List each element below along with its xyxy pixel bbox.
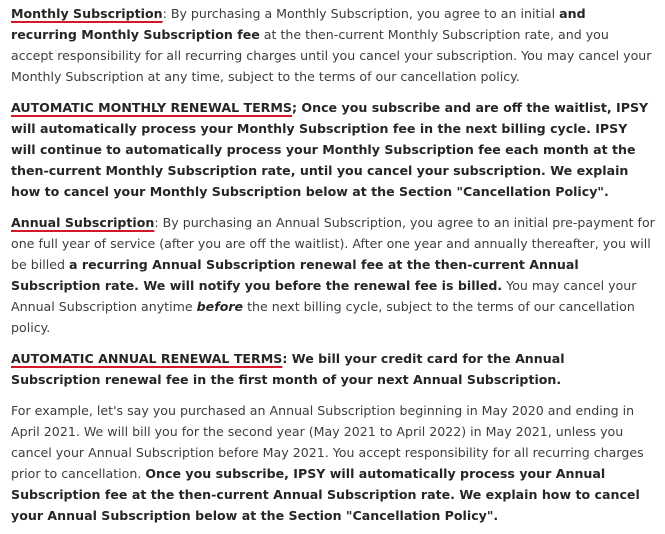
annual-subscription-paragraph — [11, 212, 655, 338]
automatic-monthly-renewal-heading: AUTOMATIC MONTHLY RENEWAL TERMS — [11, 100, 292, 115]
paragraph-text: at the then-current Monthly Subscription rate, and you accept responsibility for all recurring charges until you cancel your subscription. You may cancel your Monthly Subscription at any time, subject to the terms of our cancellation policy. — [11, 27, 652, 84]
monthly-subscription-heading: Monthly Subscription — [11, 6, 163, 21]
paragraph-text: You may cancel your Annual Subscription anytime — [11, 278, 637, 314]
paragraph-text: the next billing cycle, subject to the terms of our cancellation policy. — [11, 299, 635, 335]
emphasized-text: Once you subscribe and are off the waitlist, IPSY will automatically process your Monthly Subscription fee in the next billing cycle. IPSY will continue to automatically process your Monthly Subscription fee each month at the then-current Monthly Subscription rate, until you cancel your subscription. We explain how to cancel your Monthly Subscription below at the Section "Cancellation Policy". — [11, 100, 649, 199]
italic-emphasis: before — [196, 299, 244, 314]
automatic-monthly-renewal-paragraph — [11, 97, 655, 202]
heading-punctuation: : — [154, 215, 159, 230]
heading-punctuation: ; — [291, 100, 298, 115]
automatic-annual-renewal-paragraph — [11, 348, 655, 390]
emphasized-text: Once you subscribe, IPSY will automatically process your Annual Subscription fee at the then-current Annual Subscription rate. We explain how to cancel your Annual Subscription below at the Section "Cancellation Policy". — [11, 466, 640, 523]
heading-punctuation: : — [162, 6, 167, 21]
monthly-subscription-paragraph — [11, 3, 655, 87]
emphasized-text: a recurring Annual Subscription renewal fee at the then-current Annual Subscription rate. We will notify you before the renewal fee is billed. — [11, 257, 579, 293]
paragraph-text: For example, let's say you purchased an Annual Subscription beginning in May 2020 and ending in April 2021. We will bill you for the second year (May 2021 to April 2022) in May 2021, unless you cancel your Annual Subscription before May 2021. You accept responsibility for all recurring charges prior to cancellation. — [11, 403, 644, 481]
paragraph-text: By purchasing an Annual Subscription, you agree to an initial pre-payment for one full year of service (after you are off the waitlist). After one year and annually thereafter, you will be billed — [11, 215, 655, 272]
annual-example-paragraph — [11, 400, 655, 526]
paragraph-text: By purchasing a Monthly Subscription, you agree to an initial — [166, 6, 560, 21]
annual-subscription-heading: Annual Subscription — [11, 215, 155, 230]
emphasized-text: and recurring Monthly Subscription fee — [11, 6, 586, 42]
automatic-annual-renewal-heading: AUTOMATIC ANNUAL RENEWAL TERMS — [11, 351, 283, 366]
heading-punctuation: : — [282, 351, 288, 366]
emphasized-text: We bill your credit card for the Annual Subscription renewal fee in the first month of your next Annual Subscription. — [11, 351, 565, 387]
